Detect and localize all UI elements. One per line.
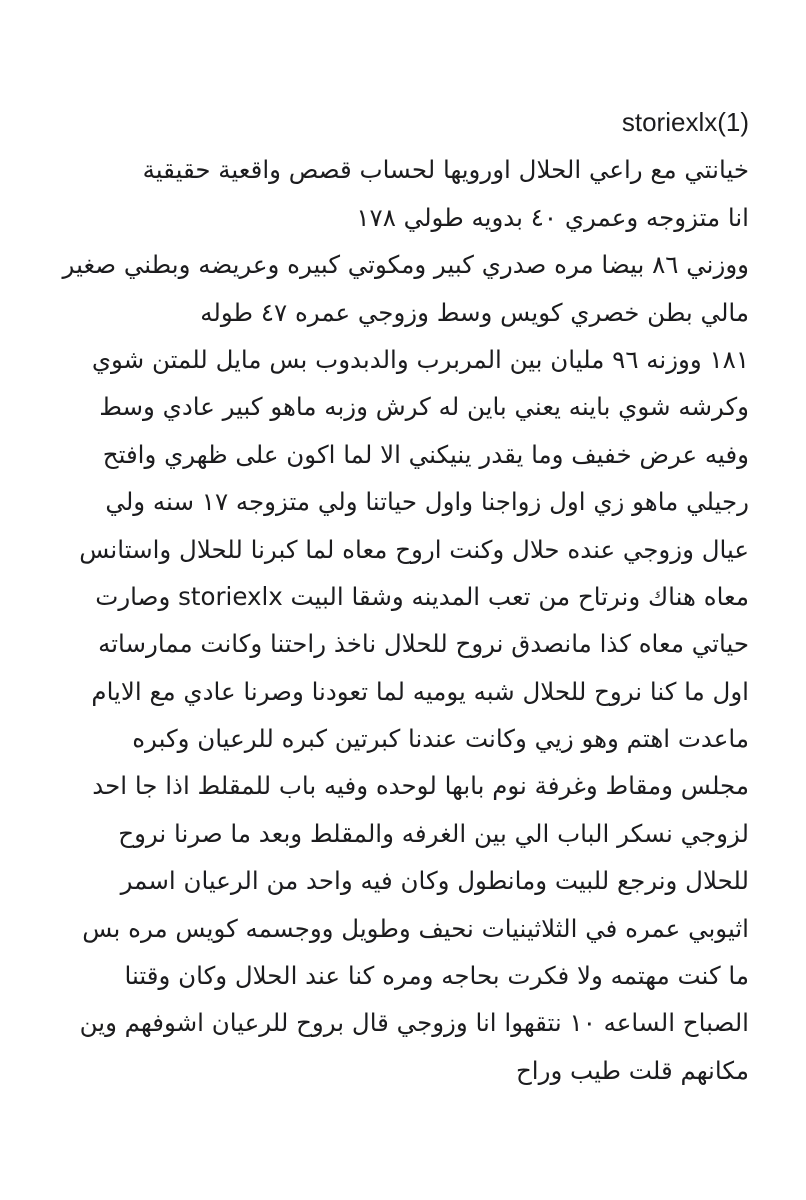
text-line: رجيلي ماهو زي اول زواجنا واول حياتنا ولي متزوجه ١٧ سنه ولي	[105, 487, 749, 517]
document-title: storiexlx(1)	[621, 107, 749, 137]
text-line: مجلس ومقاط وغرفة نوم بابها لوحده وفيه باب للمقلط اذا جا احد	[92, 771, 749, 801]
text-line: ماعدت اهتم وهو زيي وكانت عندنا كبرتين كبره للرعيان وكبره	[132, 724, 749, 754]
text-line: اثيوبي عمره في الثلاثينيات نحيف وطويل ووجسمه كويس مره بس	[82, 913, 749, 943]
text-line: وفيه عرض خفيف وما يقدر ينيكني الا لما اكون على ظهري وافتح	[102, 439, 749, 469]
story-text-block	[29, 99, 749, 1094]
text-line: للحلال ونرجع للبيت ومانطول وكان فيه واحد من الرعيان اسمر	[120, 866, 749, 896]
text-line: معاه هناك ونرتاح من تعب المدينه وشقا البيت storiexlx وصارت	[95, 581, 749, 611]
text-line: مالي بطن خصري كويس وسط وزوجي عمره ٤٧ طوله	[200, 297, 749, 327]
text-line: عيال وزوجي عنده حلال وكنت اروح معاه لما كبرنا للحلال واستانس	[79, 534, 749, 564]
text-line: اول ما كنا نروح للحلال شبه يوميه لما تعودنا وصرنا عادي مع الايام	[91, 676, 749, 706]
text-line: حياتي معاه كذا مانصدق نروح للحلال ناخذ راحتنا وكانت ممارساته	[98, 629, 749, 659]
text-line: ووزني ٨٦ بيضا مره صدري كبير ومكوتي كبيره وعريضه وبطني صغير	[62, 250, 749, 280]
text-line: خيانتي مع راعي الحلال اورويها لحساب قصص واقعية حقيقية	[142, 155, 749, 185]
text-line: لزوجي نسكر الباب الي بين الغرفه والمقلط وبعد ما صرنا نروح	[118, 818, 749, 848]
text-line: ١٨١ ووزنه ٩٦ مليان بين المربرب والدبدوب بس مايل للمتن شوي	[91, 344, 749, 374]
text-line: انا متزوجه وعمري ٤٠ بدويه طولي ١٧٨	[356, 202, 749, 232]
text-line: وكرشه شوي باينه يعني باين له كرش وزبه ماهو كبير عادي وسط	[99, 392, 749, 422]
text-line: مكانهم قلت طيب وراح	[515, 1055, 749, 1085]
text-line: ما كنت مهتمه ولا فكرت بحاجه ومره كنا عند الحلال وكان وقتنا	[124, 961, 749, 991]
text-line: الصباح الساعه ١٠ نتقهوا انا وزوجي قال بروح للرعيان اشوفهم وين	[79, 1008, 749, 1038]
